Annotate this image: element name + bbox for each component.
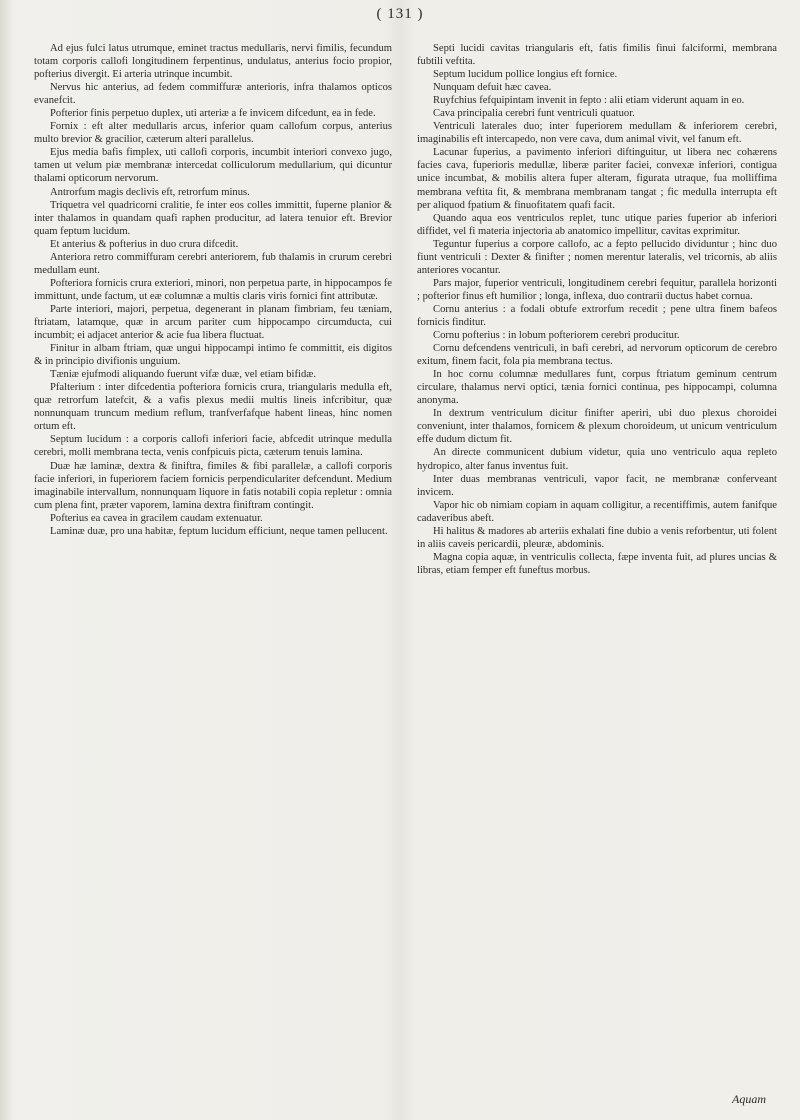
paragraph: Ventriculi laterales duo; inter fuperiorem medullam & inferiorem cerebri, imaginabilis eft intercapedo, non vere cava, dum animal vivit, vel fanum eft. xyxy=(417,121,777,146)
paragraph: Nervus hic anterius, ad fedem commiffuræ anterioris, infra thalamos opticos evanefcit. xyxy=(34,82,392,107)
paragraph: Triquetra vel quadricorni cralitie, fe inter eos colles immittit, fuperne planior & inter thalamos in quandam quafi raphen producitur, ad latera tenuior eft. Brevior quam feptum lucidum. xyxy=(34,199,392,237)
paragraph: Cornu pofterius : in lobum pofteriorem cerebri producitur. xyxy=(433,330,680,342)
paragraph: In hoc cornu columnæ medullares funt, corpus ftriatum geminum centrum circulare, thalamus nervi optici, tænia fornici continua, pes hippocampi, columna anonyma. xyxy=(417,369,777,407)
paragraph: Pfalterium : inter difcedentia pofteriora fornicis crura, triangularis medulla eft, quæ retrorfum latefcit, & a vafis plexus medii multis lineis infcribitur, quæ nonnunquam truncum medium reflum, tranfverfafque habent lineas, hinc nomen ortum eft. xyxy=(34,382,392,433)
paragraph: Pofterius ea cavea in gracilem caudam extenuatur. xyxy=(50,512,263,524)
paragraph: Ad ejus fulci latus utrumque, eminet tractus medullaris, nervi fimilis, fecundum totam corporis callofi longitudinem ferpentinus, undulatus, anterius focio propior, pofterius divergit. Ei arteria utrinque incumbit. xyxy=(34,43,392,81)
paragraph: Ruyfchius fefquipintam invenit in fepto : alii etiam viderunt aquam in eo. xyxy=(433,95,745,107)
paragraph: Pars major, fuperior ventriculi, longitudinem cerebri fequitur, parallela horizonti ; pofterior finus eft humilior ; longa, inflexa, duo contrarii ductus habet cornua. xyxy=(417,277,777,302)
paragraph: Septi lucidi cavitas triangularis eft, fatis fimilis finui falciformi, membrana fubtili veftita. xyxy=(417,43,777,68)
paragraph: An directe communicent dubium videtur, quia uno ventriculo aqua repleto hydropico, alter fanus inventus fuit. xyxy=(417,447,777,472)
catchword: Aquam xyxy=(732,1092,766,1106)
paragraph: Pofteriora fornicis crura exteriori, minori, non perpetua parte, in hippocampos fe immittunt, unde factum, ut eæ columnæ a multis claris viris fornici fint attributæ. xyxy=(34,277,392,302)
paragraph: Laminæ duæ, pro una habitæ, feptum lucidum efficiunt, neque tamen pellucent. xyxy=(50,525,388,537)
paragraph: Teguntur fuperius a corpore callofo, ac a fepto pellucido dividuntur ; hinc duo fiunt ventriculi : Dexter & finifter ; nomen merentur lateralis, vel tricornis, ab aliis anteriores vocantur. xyxy=(417,238,777,276)
paragraph: Ejus media bafis fimplex, uti callofi corporis, incumbit interiori convexo jugo, tamen ut velum piæ membranæ intercedat colliculorum medullarium, qui dicuntur thalami opticorum nervorum. xyxy=(34,147,392,185)
paragraph: Inter duas membranas ventriculi, vapor facit, ne membranæ conferveant invicem. xyxy=(417,473,777,498)
paragraph: Pofterior finis perpetuo duplex, uti arteriæ a fe invicem difcedunt, ea in fede. xyxy=(50,108,376,120)
paragraph: Cava principalia cerebri funt ventriculi quatuor. xyxy=(433,108,635,120)
paragraph: Hi halitus & madores ab arteriis exhalati fine dubio a venis reforbentur, uti folent in aliis caveis pericardii, pleuræ, abdominis. xyxy=(417,525,777,550)
paragraph: Cornu anterius : a fodali obtufe extrorfum recedit ; pene ultra finem bafeos fornicis finditur. xyxy=(417,303,777,328)
paragraph: Quando aqua eos ventriculos replet, tunc utique paries fuperior ab inferiori diffidet, vel fi materia injectoria ab anatomico impellitur, cavitas exprimitur. xyxy=(417,212,777,237)
paragraph: Septum lucidum pollice longius eft fornice. xyxy=(433,69,618,81)
paragraph: Vapor hic ob nimiam copiam in aquam colligitur, a recentiffimis, autem fanifque cadaveribus abeft. xyxy=(417,499,777,524)
paragraph: Duæ hæ laminæ, dextra & finiftra, fimiles & fibi parallelæ, a callofi corporis facie inferiori, in fuperiorem faciem fornicis perpendiculariter defcendunt. Medium imaginabile intervallum, nonnunquam liquore in fatis notabili copia repletur : omnia cum plena fint, præter vaporem, lamina dextra finiftram contingit. xyxy=(34,460,392,511)
paragraph: Magna copia aquæ, in ventriculis collecta, fæpe inventa fuit, ad plures uncias & libras, etiam femper eft funeftus morbus. xyxy=(417,551,777,576)
left-column xyxy=(34,42,392,538)
paragraph: Et anterius & pofterius in duo crura difcedit. xyxy=(50,238,239,250)
paragraph: Antrorfum magis declivis eft, retrorfum minus. xyxy=(50,186,250,198)
paragraph: Nunquam defuit hæc cavea. xyxy=(433,82,552,94)
paragraph: In dextrum ventriculum dicitur finifter aperiri, ubi duo plexus choroidei conveniunt, inter thalamos, fornicem & plexum choroideum, ut unicum ventriculum effe dudum dictum fit. xyxy=(417,408,777,446)
page-number: ( 131 ) xyxy=(376,6,424,22)
right-column xyxy=(417,42,777,577)
paragraph: Cornu defcendens ventriculi, in bafi cerebri, ad nervorum opticorum de cerebro exitum, finem facit, fola pia membrana tectus. xyxy=(417,343,777,368)
paragraph: Tæniæ ejufmodi aliquando fuerunt vifæ duæ, vel etiam bifidæ. xyxy=(50,369,316,381)
paragraph: Septum lucidum : a corporis callofi inferiori facie, abfcedit utrinque medulla cerebri, molli membrana tecta, venis confpicuis picta, cæterum tenuis lamina. xyxy=(34,434,392,459)
page-edge-shadow xyxy=(0,0,14,1120)
paragraph: Finitur in albam ftriam, quæ ungui hippocampi intimo fe committit, eis digitos & in principio divifionis unguium. xyxy=(34,343,392,368)
paragraph: Lacunar fuperius, a pavimento inferiori diftinguitur, ut libera nec cohærens facies cava, fuperioris medullæ, liberæ pariter faciei, convexæ inferiori, contigua unice incumbat, & mobilis altera fuper alteram, figurata utraque, fua molliffima membrana veftita fit, & membrana membranam tangat ; fic medulla interrupta eft per aliquod fpatium & finuofitatem quafi facit. xyxy=(417,147,777,211)
paragraph: Anteriora retro commiffuram cerebri anteriorem, fub thalamis in crurum cerebri medullam eunt. xyxy=(34,251,392,276)
paragraph: Fornix : eft alter medullaris arcus, inferior quam callofum corpus, anterius multo brevior & gracilior, cæterum alteri parallelus. xyxy=(34,121,392,146)
paragraph: Parte interiori, majori, perpetua, degenerant in planam fimbriam, feu tæniam, ftriatam, latamque, quæ in arcum pariter cum hippocampo circumducta, cui incumbit; ei adjacet anterior & acie fua libera fluctuat. xyxy=(34,303,392,342)
